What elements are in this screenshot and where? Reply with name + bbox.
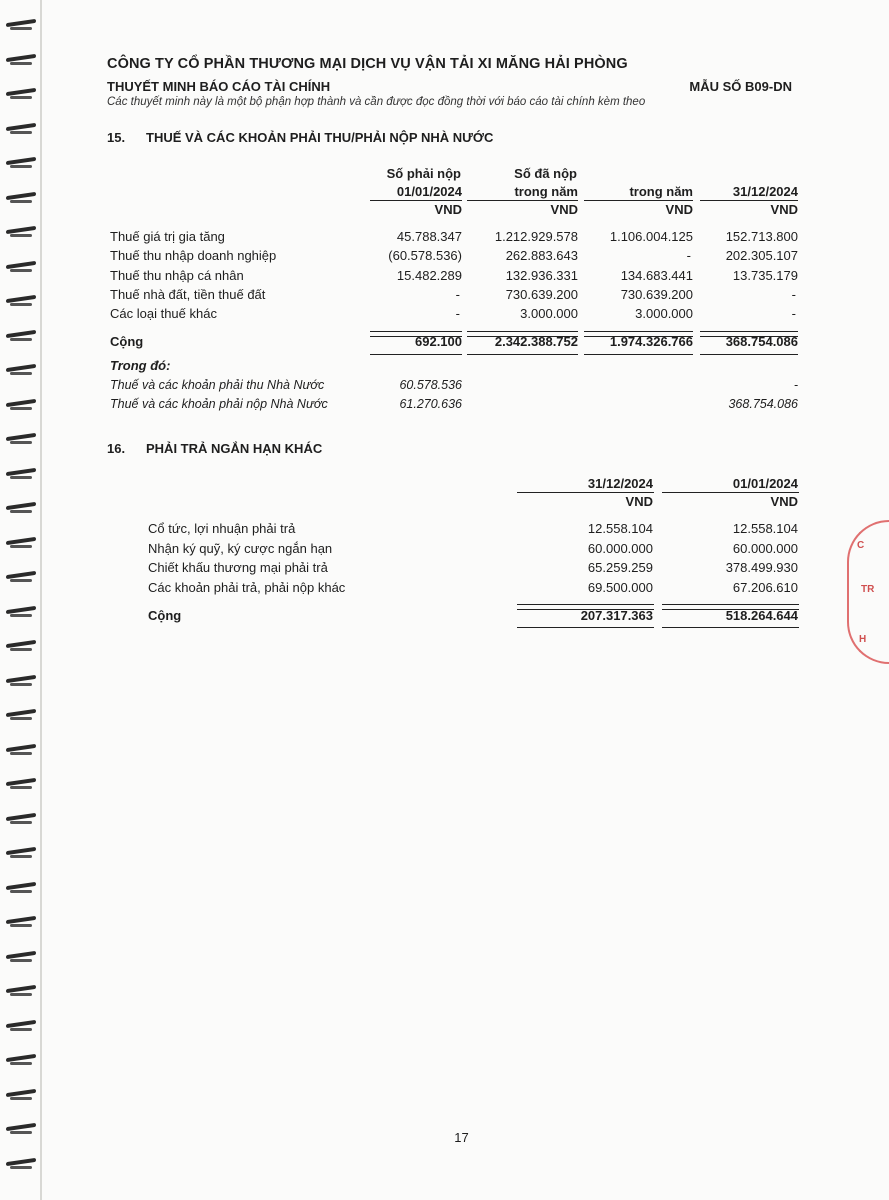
binding-ring bbox=[6, 639, 40, 653]
s16-row-cell: 65.259.259 bbox=[587, 560, 653, 575]
s15-row-cell: 152.713.800 bbox=[725, 229, 798, 244]
company-stamp: C TR H bbox=[847, 520, 889, 664]
s15-row-label: Thuế thu nhập doanh nghiệp bbox=[110, 248, 277, 264]
s15-row-cell: 262.883.643 bbox=[505, 248, 578, 264]
s15-row-cell: 202.305.107 bbox=[725, 248, 798, 264]
binding-ring bbox=[6, 881, 40, 895]
s15-total-col2: 2.342.388.752 bbox=[494, 334, 578, 349]
binding-ring bbox=[6, 260, 40, 274]
binding-ring bbox=[6, 432, 40, 446]
s15-row-cell: 3.000.000 bbox=[520, 306, 578, 322]
binding-ring bbox=[6, 398, 40, 412]
s16-total-label: Cộng bbox=[148, 608, 182, 623]
s15-receivable-label: Thuế và các khoản phải thu Nhà Nước bbox=[110, 378, 325, 392]
binding-ring bbox=[6, 605, 40, 619]
document-page bbox=[52, 0, 875, 1200]
s16-col1-bottom-rule bbox=[517, 627, 654, 628]
s16-row-cell: 67.206.610 bbox=[732, 579, 798, 595]
s15-row-cell: - bbox=[455, 286, 460, 302]
s15-row-cell: 730.639.200 bbox=[505, 286, 578, 302]
binding-ring bbox=[6, 1053, 40, 1067]
binding-ring bbox=[6, 501, 40, 515]
binding-ring bbox=[6, 294, 40, 308]
s15-row-cell: (60.578.536) bbox=[388, 248, 462, 264]
binding-ring bbox=[6, 777, 40, 791]
s15-total-label: Cộng bbox=[110, 334, 144, 349]
section-15-title: THUẾ VÀ CÁC KHOẢN PHẢI THU/PHẢI NỘP NHÀ NƯỚC bbox=[146, 130, 494, 145]
s16-col2-header: 01/01/2024 bbox=[732, 476, 798, 491]
s15-col2-header-line1: Số phải nộp bbox=[386, 166, 461, 181]
binding-ring bbox=[6, 1088, 40, 1102]
s15-payable-col4: 368.754.086 bbox=[728, 397, 798, 411]
binding-ring bbox=[6, 915, 40, 929]
s15-payable-col1: 61.270.636 bbox=[399, 397, 462, 411]
binding-ring bbox=[6, 122, 40, 136]
s16-col2-unit: VND bbox=[770, 494, 798, 509]
s16-total-col2: 518.264.644 bbox=[725, 608, 798, 623]
header-note: Các thuyết minh này là một bộ phận hợp thành và cần được đọc đồng thời với báo cáo tài chính kèm theo bbox=[107, 96, 646, 108]
s15-col4-unit: VND bbox=[770, 202, 798, 217]
s16-row-cell: 69.500.000 bbox=[587, 579, 653, 595]
s15-col1-bottom-rule bbox=[370, 354, 462, 355]
s15-row-cell: - bbox=[791, 286, 796, 302]
s15-col4-header: 31/12/2024 bbox=[732, 184, 798, 199]
s16-row-label: Nhận ký quỹ, ký cược ngắn hạn bbox=[148, 540, 333, 556]
s15-payable-label: Thuế và các khoản phải nộp Nhà Nước bbox=[110, 397, 328, 411]
binding-ring bbox=[6, 536, 40, 550]
s15-col3-unit: VND bbox=[665, 202, 693, 217]
page-edge bbox=[40, 0, 42, 1200]
page-number: 17 bbox=[454, 1130, 469, 1145]
binding-ring bbox=[6, 812, 40, 826]
binding-ring bbox=[6, 87, 40, 101]
s16-col2-bottom-rule bbox=[662, 627, 799, 628]
s16-row-cell: 378.499.930 bbox=[725, 560, 798, 575]
s15-col2-header-rule bbox=[467, 200, 578, 201]
binding-ring bbox=[6, 18, 40, 32]
s16-row-label: Chiết khấu thương mại phải trả bbox=[148, 560, 328, 575]
s15-receivable-col4: - bbox=[793, 378, 798, 392]
binding-ring bbox=[6, 674, 40, 688]
binding-ring bbox=[6, 846, 40, 860]
s16-row-cell: 12.558.104 bbox=[587, 521, 653, 536]
s15-row-cell: 45.788.347 bbox=[396, 229, 462, 244]
form-code: MẪU SỐ B09-DN bbox=[689, 79, 792, 94]
s15-row-label: Thuế nhà đất, tiền thuế đất bbox=[110, 286, 266, 302]
binding-ring bbox=[6, 225, 40, 239]
s15-row-cell: - bbox=[455, 306, 460, 322]
s15-col2-unit: VND bbox=[550, 202, 578, 217]
s15-col2-bottom-rule bbox=[467, 354, 578, 355]
s16-col2-header-rule bbox=[662, 492, 799, 493]
s15-col4-header-rule bbox=[700, 200, 798, 201]
binding-ring bbox=[6, 984, 40, 998]
binding-ring bbox=[6, 363, 40, 377]
s16-col1-header: 31/12/2024 bbox=[587, 476, 653, 491]
s16-row-cell: 60.000.000 bbox=[732, 540, 798, 556]
s15-row-cell: - bbox=[686, 248, 691, 264]
s16-row-label: Cổ tức, lợi nhuận phải trả bbox=[148, 521, 296, 536]
company-name: CÔNG TY CỔ PHẦN THƯƠNG MẠI DỊCH VỤ VẬN TẢI XI MĂNG HẢI PHÒNG bbox=[107, 56, 628, 72]
s15-row-label: Thuế thu nhập cá nhân bbox=[110, 267, 244, 283]
binding-ring bbox=[6, 1122, 40, 1136]
s15-row-label: Thuế giá trị gia tăng bbox=[110, 229, 225, 244]
s15-col1-header: 01/01/2024 bbox=[396, 184, 462, 199]
binding-ring bbox=[6, 708, 40, 722]
binding-ring bbox=[6, 743, 40, 757]
binding-ring bbox=[6, 950, 40, 964]
s15-row-cell: - bbox=[791, 306, 796, 322]
s15-col3-bottom-rule bbox=[584, 354, 693, 355]
s16-row-cell: 12.558.104 bbox=[732, 521, 798, 536]
s15-col2-header-line2: trong năm bbox=[514, 184, 578, 199]
s15-total-col4: 368.754.086 bbox=[725, 334, 798, 349]
s16-row-label: Các khoản phải trả, phải nộp khác bbox=[148, 579, 346, 595]
s16-total-col1: 207.317.363 bbox=[580, 608, 653, 623]
s15-row-cell: 730.639.200 bbox=[620, 286, 693, 302]
binding-ring bbox=[6, 467, 40, 481]
binding-ring bbox=[6, 1019, 40, 1033]
binding-ring bbox=[6, 570, 40, 584]
s15-row-cell: 134.683.441 bbox=[620, 267, 693, 283]
section-16-title: PHẢI TRẢ NGẮN HẠN KHÁC bbox=[146, 441, 323, 456]
s16-col1-header-rule bbox=[517, 492, 654, 493]
binding-ring bbox=[6, 53, 40, 67]
s15-col1-unit: VND bbox=[434, 202, 462, 217]
s15-col3-header-line2: trong năm bbox=[629, 184, 693, 199]
s15-row-cell: 3.000.000 bbox=[635, 306, 693, 322]
s15-row-cell: 132.936.331 bbox=[505, 267, 578, 283]
s15-col1-header-rule bbox=[370, 200, 462, 201]
s15-of-which-label: Trong đó: bbox=[110, 358, 171, 373]
s15-row-cell: 1.212.929.578 bbox=[494, 229, 578, 244]
s15-row-label: Các loại thuế khác bbox=[110, 306, 217, 322]
s15-row-cell: 1.106.004.125 bbox=[609, 229, 693, 244]
binding-ring bbox=[6, 329, 40, 343]
binding-ring bbox=[6, 156, 40, 170]
s15-receivable-col1: 60.578.536 bbox=[399, 378, 462, 392]
s15-row-cell: 15.482.289 bbox=[396, 267, 462, 283]
s16-row-cell: 60.000.000 bbox=[587, 540, 653, 556]
s15-total-col1: 692.100 bbox=[415, 334, 462, 349]
s15-row-cell: 13.735.179 bbox=[732, 267, 798, 283]
section-16-number: 16. bbox=[107, 441, 126, 456]
binding-ring bbox=[6, 191, 40, 205]
section-15-number: 15. bbox=[107, 130, 126, 145]
s15-total-col3: 1.974.326.766 bbox=[609, 334, 693, 349]
binding-ring bbox=[6, 1157, 40, 1171]
s15-col3-header-rule bbox=[584, 200, 693, 201]
document-title: THUYẾT MINH BÁO CÁO TÀI CHÍNH bbox=[107, 79, 331, 94]
s15-col4-bottom-rule bbox=[700, 354, 798, 355]
s15-col3-header-line1: Số đã nộp bbox=[514, 166, 577, 181]
s16-col1-unit: VND bbox=[625, 494, 653, 509]
